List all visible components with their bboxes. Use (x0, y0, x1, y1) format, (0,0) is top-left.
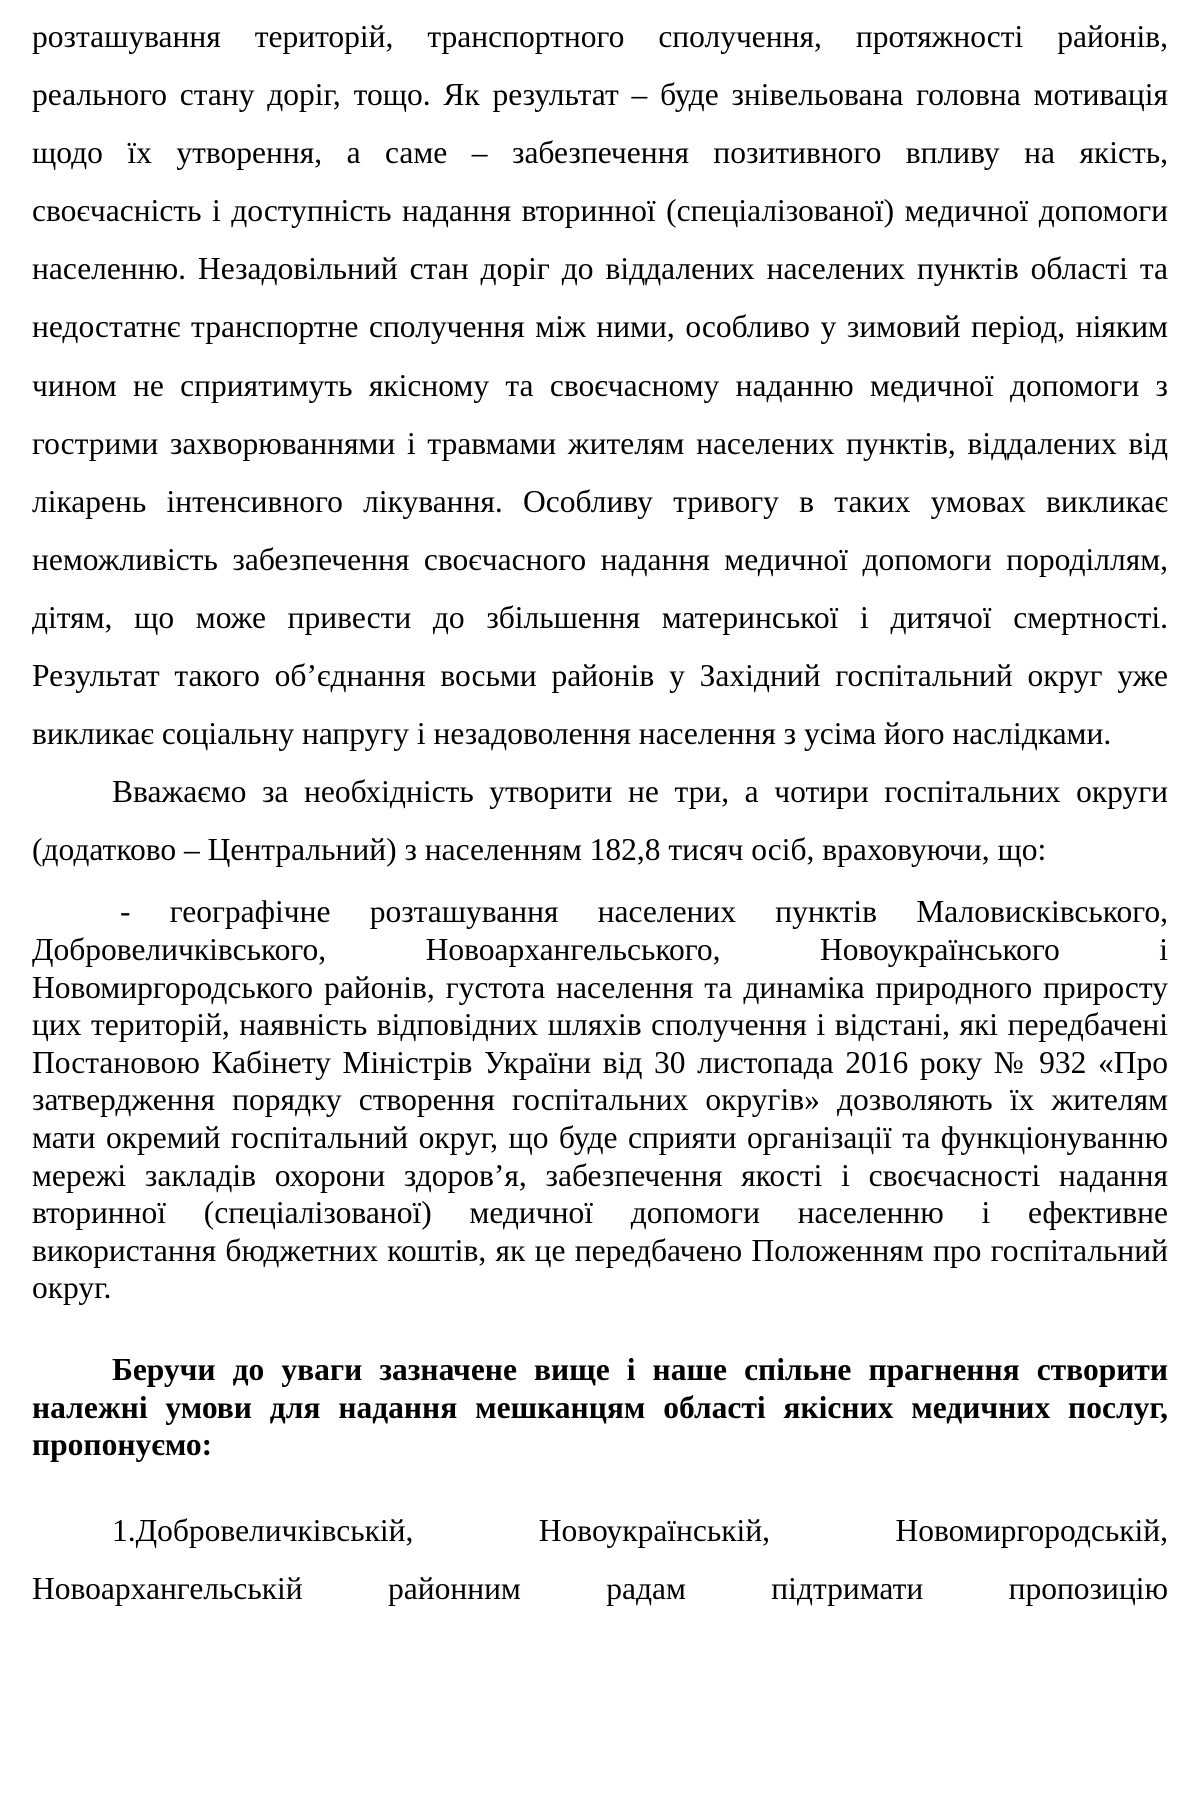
paragraph-proposal-intro: Беручи до уваги зазначене вище і наше спільне прагнення створити належні умови для надання мешканцям області якісних медичних послуг, пропонуємо: (32, 1351, 1168, 1463)
paragraph-proposal-item-1: 1.Добровеличківській, Новоукраїнській, Новомиргородській, Новоархангельській районним радам підтримати пропозицію (32, 1512, 1168, 1606)
paragraph-fourth-hospital-district: Вважаємо за необхідність утворити не три, а чотири госпітальних округи (додатково – Центральний) з населенням 182,8 тисяч осіб, враховуючи, що: (32, 774, 1168, 868)
paragraph-roads-and-medical-access: розташування територій, транспортного сполучення, протяжності районів, реального стану доріг, тощо. Як результат – буде знівельована головна мотивація щодо їх утворення, а саме – забезпечення позитивного впливу на якість, своєчасність і доступність надання вторинної (спеціалізованої) медичної допомоги населенню. Незадовільний стан доріг до віддалених населених пунктів області та недостатнє транспортне сполучення між ними, особливо у зимовий період, ніяким чином не сприятимуть якісному та своєчасному наданню медичної допомоги з гострими захворюваннями і травмами жителям населених пунктів, віддалених від лікарень інтенсивного лікування. Особливу тривогу в таких умовах викликає неможливість забезпечення своєчасного надання медичної допомоги породіллям, дітям, що може привести до збільшення материнської і дитячої смертності. Результат такого об’єднання восьми районів у Західний госпітальний округ уже викликає соціальну напругу і незадоволення населення з усіма його наслідками. (32, 19, 1168, 752)
list-item-geographic-justification: - географічне розташування населених пунктів Маловисківського, Добровеличківського, Новоархангельського, Новоукраїнського і Новомиргородського районів, густота населення та динаміка природного приросту цих територій, наявність відповідних шляхів сполучення і відстані, які передбачені Постановою Кабінету Міністрів України від 30 листопада 2016 року № 932 «Про затвердження порядку створення госпітальних округів» дозволяють їх жителям мати окремий госпітальний округ, що буде сприяти організації та функціонуванню мережі закладів охорони здоров’я, забезпечення якості і своєчасності надання вторинної (спеціалізованої) медичної допомоги населенню і ефективне використання бюджетних коштів, як це передбачено Положенням про госпітальний округ. (32, 894, 1168, 1306)
document-page (32, 8, 1168, 1618)
